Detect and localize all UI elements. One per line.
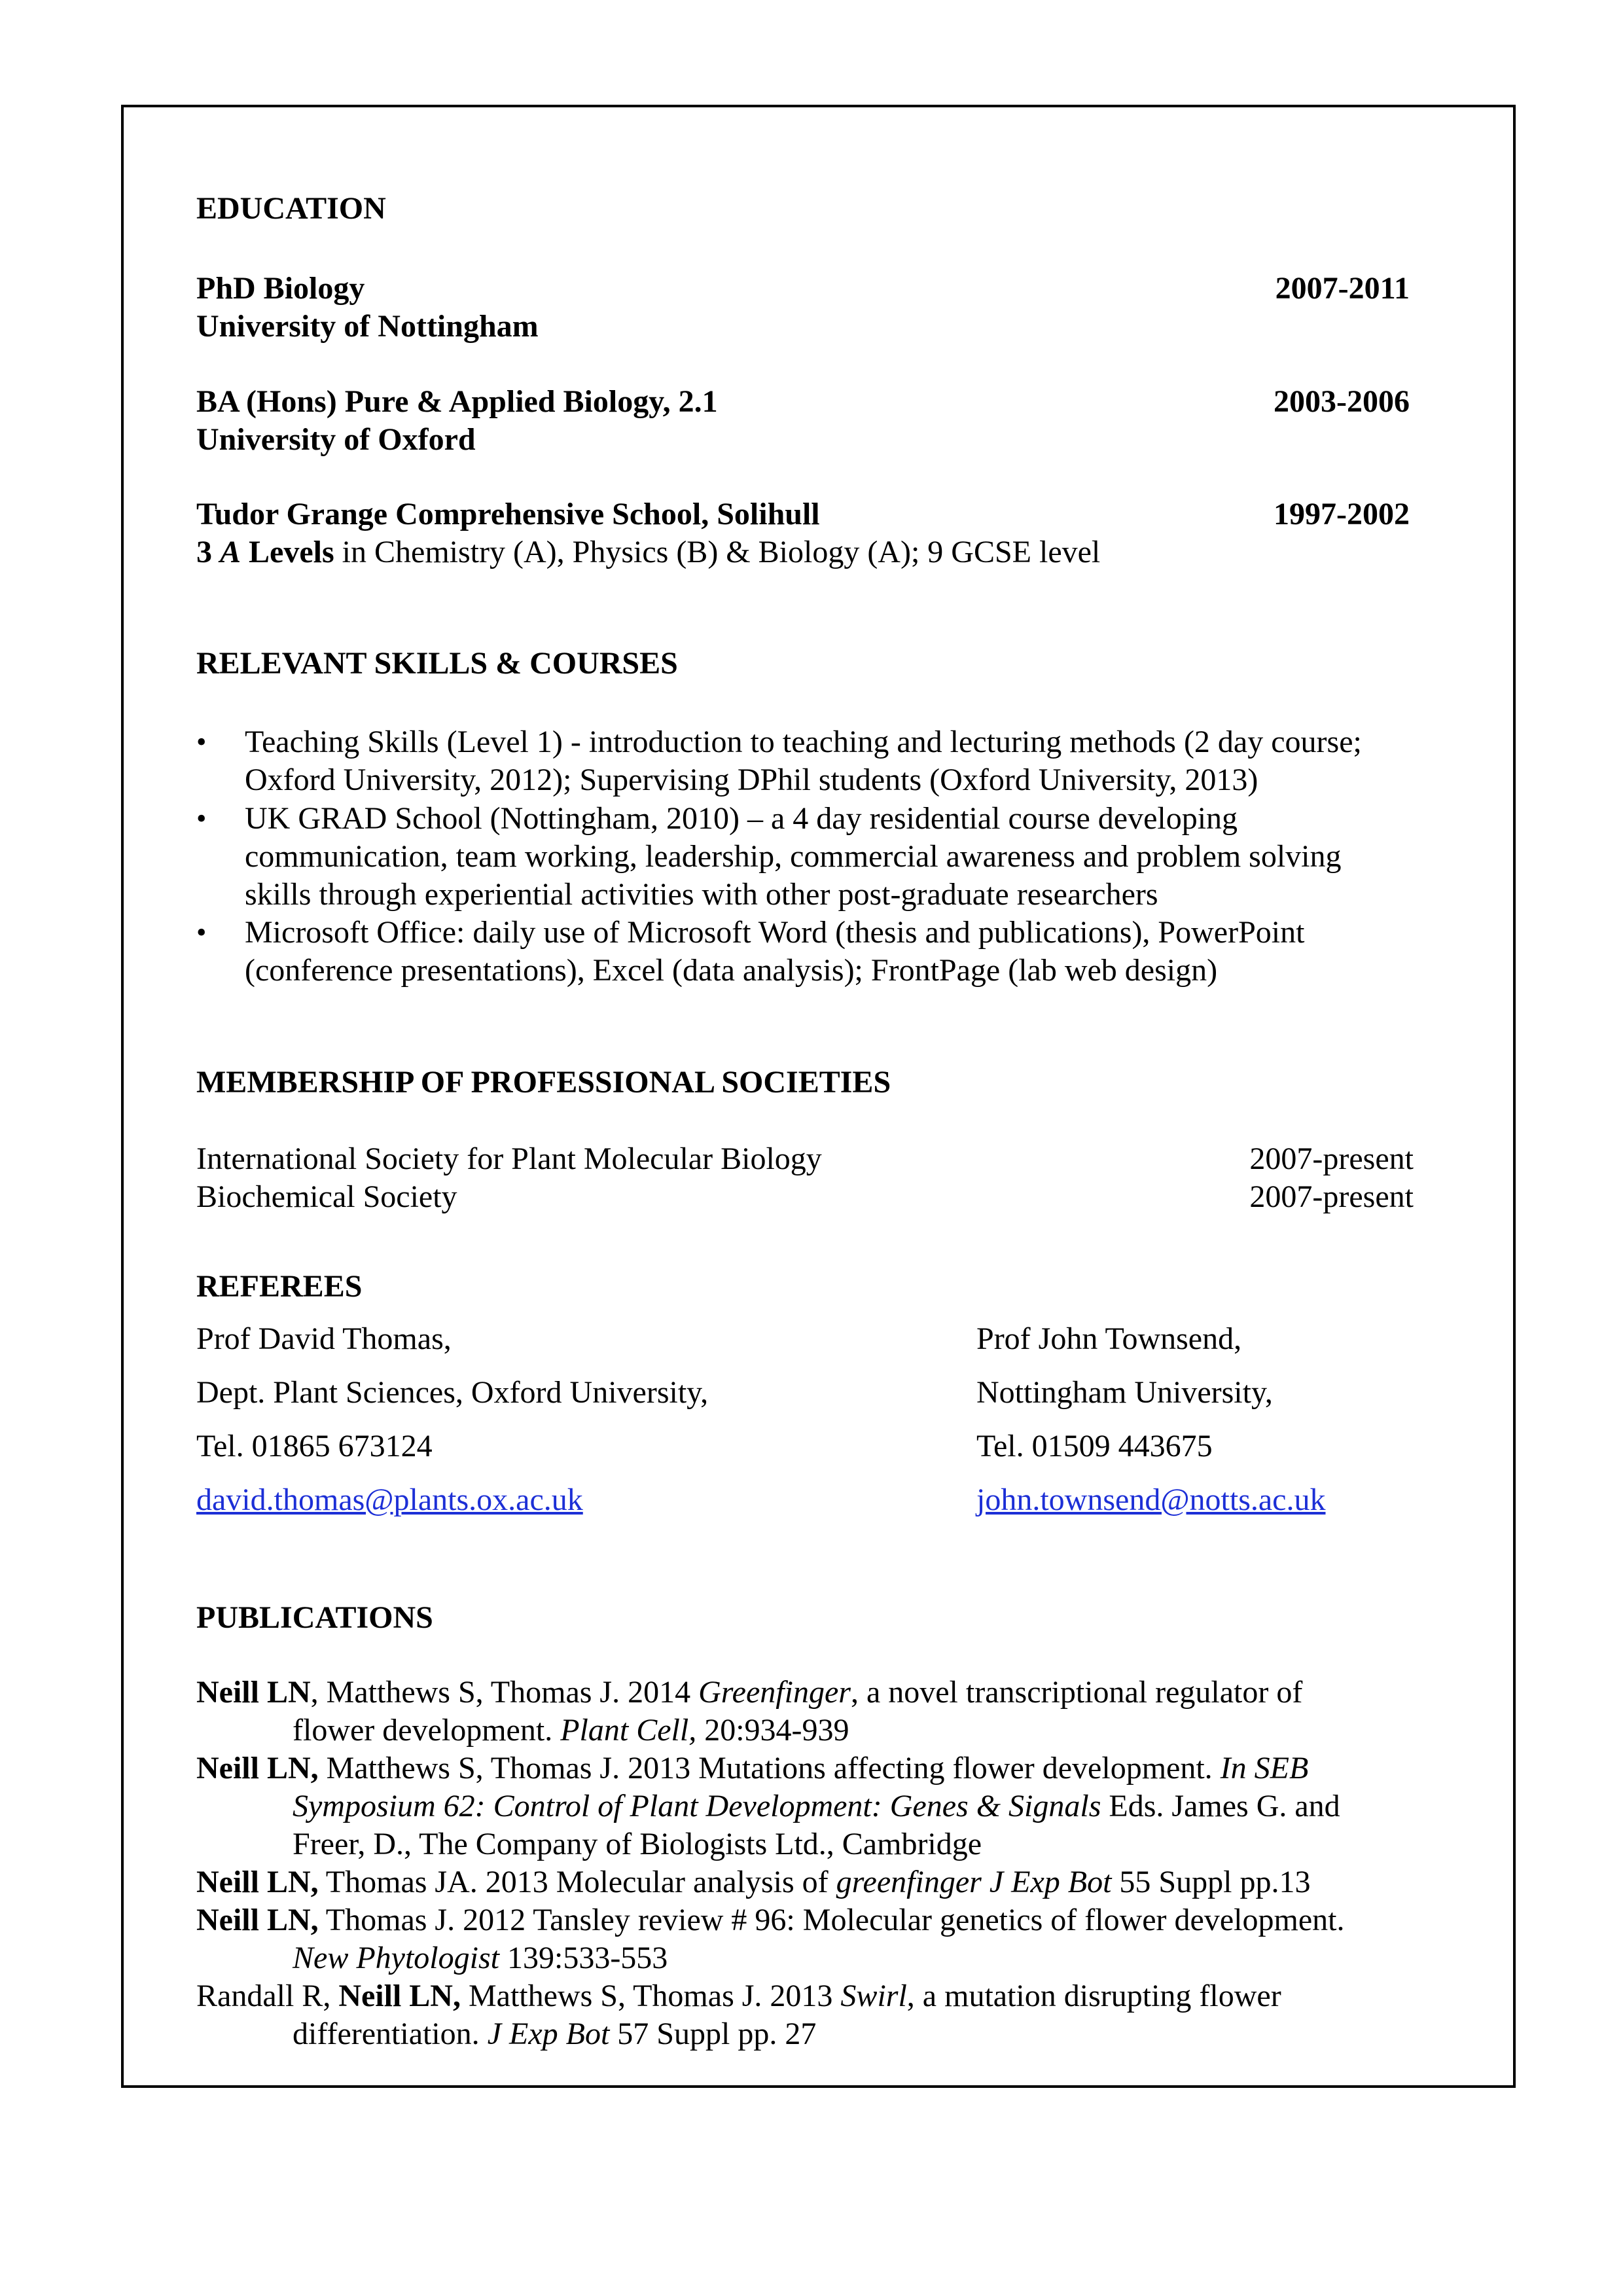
bullet-icon: •: [196, 802, 207, 834]
publication-line: [196, 1674, 1302, 1712]
publication-italic: Swirl: [840, 1979, 907, 2013]
publication-text: 57 Suppl pp. 27: [609, 2017, 817, 2051]
publication-italic: In SEB: [1220, 1751, 1309, 1785]
publication-author: Neill LN,: [338, 1979, 461, 2013]
education-school-detail: [196, 533, 1100, 571]
memberships-heading: MEMBERSHIP OF PROFESSIONAL SOCIETIES: [196, 1065, 891, 1100]
publication-journal: New Phytologist: [293, 1941, 499, 1975]
publication-text: Eds. James G. and: [1101, 1789, 1340, 1823]
referee-2-phone: Tel. 01509 443675: [976, 1429, 1213, 1463]
membership-years: 2007-present: [1249, 1179, 1414, 1214]
publications-heading: PUBLICATIONS: [196, 1600, 433, 1635]
publication-journal: J Exp Bot: [487, 2017, 610, 2051]
publication-line: Freer, D., The Company of Biologists Ltd., Cambridge: [293, 1827, 982, 1861]
publication-text: , Matthews S, Thomas J. 2014: [310, 1675, 699, 1710]
publication-text: 55 Suppl pp.13: [1111, 1865, 1311, 1899]
publication-text: Randall R,: [196, 1979, 339, 2013]
education-phd-years: 2007-2011: [1275, 271, 1410, 306]
publication-line: [196, 1977, 1281, 2015]
skill-item-line: Microsoft Office: daily use of Microsoft Word (thesis and publications), PowerPoint: [245, 915, 1305, 950]
publication-text: , a mutation disrupting flower: [906, 1979, 1281, 2013]
membership-name: Biochemical Society: [196, 1179, 457, 1214]
referee-1-phone: Tel. 01865 673124: [196, 1429, 433, 1463]
referees-heading: REFEREES: [196, 1269, 363, 1304]
a-levels-count: 3: [196, 535, 220, 569]
referee-2-name: Prof John Townsend,: [976, 1321, 1242, 1356]
publication-journal: Plant Cell,: [560, 1713, 697, 1748]
publication-text: flower development.: [293, 1713, 561, 1748]
bullet-icon: •: [196, 916, 207, 948]
publication-italic: greenfinger J Exp Bot: [836, 1865, 1112, 1899]
referee-1-affiliation: Dept. Plant Sciences, Oxford University,: [196, 1375, 709, 1410]
skill-item-line: (conference presentations), Excel (data analysis); FrontPage (lab web design): [245, 953, 1218, 988]
publication-line: [293, 1712, 849, 1749]
skill-item-line: Teaching Skills (Level 1) - introduction to teaching and lecturing methods (2 day course;: [245, 725, 1362, 759]
membership-name: International Society for Plant Molecular Biology: [196, 1141, 822, 1176]
referee-1-name: Prof David Thomas,: [196, 1321, 452, 1356]
publication-author: Neill LN,: [196, 1751, 319, 1785]
publication-author: Neill LN: [196, 1675, 311, 1710]
membership-years: 2007-present: [1249, 1141, 1414, 1176]
education-ba-years: 2003-2006: [1274, 384, 1410, 419]
education-phd-institution: University of Nottingham: [196, 309, 539, 344]
a-levels-subjects: in Chemistry (A), Physics (B) & Biology (A); 9 GCSE level: [334, 535, 1101, 569]
a-levels-word: Levels: [241, 535, 334, 569]
referee-2-affiliation: Nottingham University,: [976, 1375, 1273, 1410]
education-ba-institution: University of Oxford: [196, 422, 476, 457]
publication-text: Thomas J. 2012 Tansley review # 96: Molecular genetics of flower development.: [318, 1903, 1345, 1937]
publication-line: [293, 2015, 816, 2053]
publication-line: [196, 1901, 1344, 1939]
referee-2-email-container: [976, 1481, 1325, 1519]
education-school-title: Tudor Grange Comprehensive School, Solihull: [196, 497, 820, 531]
education-phd-title: PhD Biology: [196, 271, 365, 306]
education-school-years: 1997-2002: [1274, 497, 1410, 531]
referee-1-email-link[interactable]: david.thomas@plants.ox.ac.uk: [196, 1482, 583, 1517]
skills-heading: RELEVANT SKILLS & COURSES: [196, 646, 678, 681]
publication-text: Matthews S, Thomas J. 2013: [460, 1979, 841, 2013]
skill-item-line: communication, team working, leadership, commercial awareness and problem solving: [245, 839, 1342, 874]
publication-text: Thomas JA. 2013 Molecular analysis of: [318, 1865, 836, 1899]
education-ba-title: BA (Hons) Pure & Applied Biology, 2.1: [196, 384, 718, 419]
referee-2-email-link[interactable]: john.townsend@notts.ac.uk: [976, 1482, 1326, 1517]
publication-italic: Greenfinger: [698, 1675, 851, 1710]
publication-line: [293, 1939, 668, 1977]
publication-line: [196, 1749, 1308, 1787]
publication-line: [293, 1787, 1340, 1825]
a-levels-letter: A: [220, 535, 241, 569]
publication-text: differentiation.: [293, 2017, 488, 2051]
publication-text: 20:934-939: [696, 1713, 849, 1748]
bullet-icon: •: [196, 726, 207, 758]
referee-1-email-container: [196, 1481, 583, 1519]
skill-item-line: UK GRAD School (Nottingham, 2010) – a 4 day residential course developing: [245, 801, 1238, 836]
publication-line: [196, 1863, 1310, 1901]
publication-text: , a novel transcriptional regulator of: [850, 1675, 1303, 1710]
skill-item-line: Oxford University, 2012); Supervising DPhil students (Oxford University, 2013): [245, 762, 1258, 797]
skill-item-line: skills through experiential activities with other post-graduate researchers: [245, 877, 1158, 912]
publication-author: Neill LN,: [196, 1865, 319, 1899]
education-heading: EDUCATION: [196, 191, 386, 226]
publication-author: Neill LN,: [196, 1903, 319, 1937]
publication-text: Matthews S, Thomas J. 2013 Mutations affecting flower development.: [318, 1751, 1221, 1785]
publication-text: 139:533-553: [499, 1941, 668, 1975]
publication-italic: Symposium 62: Control of Plant Development: Genes & Signals: [293, 1789, 1101, 1823]
